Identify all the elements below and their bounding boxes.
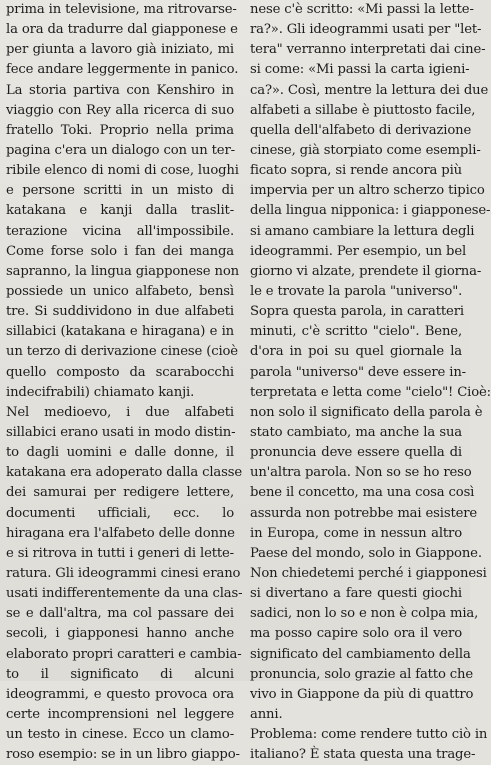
text-line: minuti, c'è scritto "cielo". Bene,	[250, 324, 462, 340]
text-line: Non chiedetemi perché i giapponesi	[250, 565, 487, 581]
text-line: italiano? È stata questa una trage-	[250, 747, 476, 763]
text-line: terazione vicina all'impossibile.	[6, 223, 234, 239]
text-line: un terzo di derivazione cinese (cioè	[6, 344, 238, 360]
text-line: pronuncia deve essere quella di	[250, 445, 462, 461]
text-line: stato cambiato, ma anche la sua	[250, 424, 462, 440]
text-line: pronuncia, solo grazie al fatto che	[250, 666, 474, 682]
text-line: Nel medioevo, i due alfabeti	[6, 404, 234, 420]
text-line: quello composto da scarabocchi	[6, 364, 234, 380]
text-line: fece andare leggermente in panico.	[6, 62, 239, 78]
text-line: ideogrammi, e questo provoca ora	[6, 686, 234, 702]
text-line: to il significato di alcuni	[6, 666, 234, 682]
text-line: Come forse solo i fan dei manga	[6, 243, 234, 259]
text-line: tre. Si suddividono in due alfabeti	[6, 304, 234, 320]
text-line: se e dall'altra, ma col passare dei	[6, 606, 234, 622]
text-line: elaborato propri caratteri e cambia-	[6, 646, 242, 662]
text-line: sillabici (katakana e hiragana) e in	[6, 324, 234, 340]
text-line: certe incomprensioni nel leggere	[6, 706, 234, 722]
text-line: ficato sopra, si rende ancora più	[250, 163, 462, 179]
text-line: assurda non potrebbe mai esistere	[250, 505, 478, 521]
text-line: cinese, già storpiato come esempli-	[250, 142, 481, 158]
text-line: ribile elenco di nomi di cose, luoghi	[6, 163, 239, 179]
text-line: e si ritrova in tutti i generi di lette-	[6, 545, 234, 561]
text-line: parola "universo" deve essere in-	[250, 364, 466, 380]
text-line: significato del cambiamento della	[250, 646, 471, 662]
text-line: sapranno, la lingua giapponese non	[6, 263, 239, 279]
text-line: hiragana era l'alfabeto delle donne	[6, 525, 235, 541]
text-line: katakana e kanji dalla traslit-	[6, 203, 234, 219]
text-line: impervia per un altro scherzo tipico	[250, 183, 485, 199]
text-column-right	[250, 0, 491, 765]
text-line: Sopra questa parola, in caratteri	[250, 304, 464, 320]
text-line: non solo il significato della parola è	[250, 404, 483, 420]
text-line: si come: «Mi passi la carta igieni-	[250, 62, 470, 78]
text-line: tera" verranno interpretati dai cine-	[250, 42, 486, 58]
text-line: roso esempio: se in un libro giappo-	[6, 747, 240, 763]
text-line: della lingua nipponica: i giapponese-	[250, 203, 491, 219]
text-line: le e trovate la parola "universo".	[250, 283, 463, 299]
text-line: katakana era adoperato dalla classe	[6, 465, 243, 481]
text-line: d'ora in poi su quel giornale la	[250, 344, 462, 360]
text-line: dei samurai per redigere lettere,	[6, 485, 234, 501]
text-line: usati indifferentemente da una clas-	[6, 586, 243, 602]
text-line: si divertano a fare questi giochi	[250, 586, 462, 602]
text-line: fratello Toki. Proprio nella prima	[6, 122, 234, 138]
text-line: alfabeti a sillabe è piuttosto facile,	[250, 102, 476, 118]
text-line: un'altra parola. Non so se ho reso	[250, 465, 472, 481]
text-line: bene il concetto, ma una cosa così	[250, 485, 475, 501]
text-line: per giunta a lavoro già iniziato, mi	[6, 42, 234, 58]
text-line: to dagli uomini e dalle donne, il	[6, 445, 234, 461]
text-column-left	[6, 0, 243, 765]
text-line: ideogrammi. Per esempio, un bel	[250, 243, 467, 259]
text-line: si amano cambiare la lettura degli	[250, 223, 475, 239]
text-line: Problema: come rendere tutto ciò in	[250, 727, 488, 743]
text-line: viaggio con Rey alla ricerca di suo	[6, 102, 234, 118]
text-line: nese c'è scritto: «Mi passi la lette-	[250, 2, 474, 17]
text-line: giorno vi alzate, prendete il giorna-	[250, 263, 482, 279]
text-line: possiede un unico alfabeto, bensì	[6, 283, 234, 299]
text-line: prima in televisione, ma ritrovarse-	[6, 2, 237, 17]
text-line: indecifrabili) chiamato kanji.	[6, 384, 195, 400]
text-line: pagina c'era un dialogo con un ter-	[6, 142, 235, 158]
text-line: ratura. Gli ideogrammi cinesi erano	[6, 565, 241, 581]
text-line: terpretata e letta come "cielo"! Cioè:	[250, 384, 491, 400]
text-line: la ora da tradurre dal giapponese e	[6, 22, 238, 38]
text-line: secoli, i giapponesi hanno anche	[6, 626, 234, 642]
text-line: Paese del mondo, solo in Giappone.	[250, 545, 482, 561]
text-line: ma posso capire solo ora il vero	[250, 626, 462, 642]
text-line: documenti ufficiali, ecc. lo	[6, 505, 234, 521]
text-line: anni.	[250, 706, 283, 722]
text-line: ca?». Così, mentre la lettura dei due	[250, 82, 489, 98]
text-line: ra?». Gli ideogrammi usati per "let-	[250, 22, 482, 38]
text-line: un testo in cinese. Ecco un clamo-	[6, 727, 234, 743]
text-line: La storia partiva con Kenshiro in	[6, 82, 234, 98]
text-line: in Europa, come in nessun altro	[250, 525, 462, 541]
text-line: e persone scritti in un misto di	[6, 183, 234, 199]
text-line: sadici, non lo so e non è colpa mia,	[250, 606, 479, 622]
text-line: sillabici erano usati in modo distin-	[6, 424, 236, 440]
text-line: quella dell'alfabeto di derivazione	[250, 122, 472, 138]
text-line: vivo in Giappone da più di quattro	[250, 686, 474, 702]
